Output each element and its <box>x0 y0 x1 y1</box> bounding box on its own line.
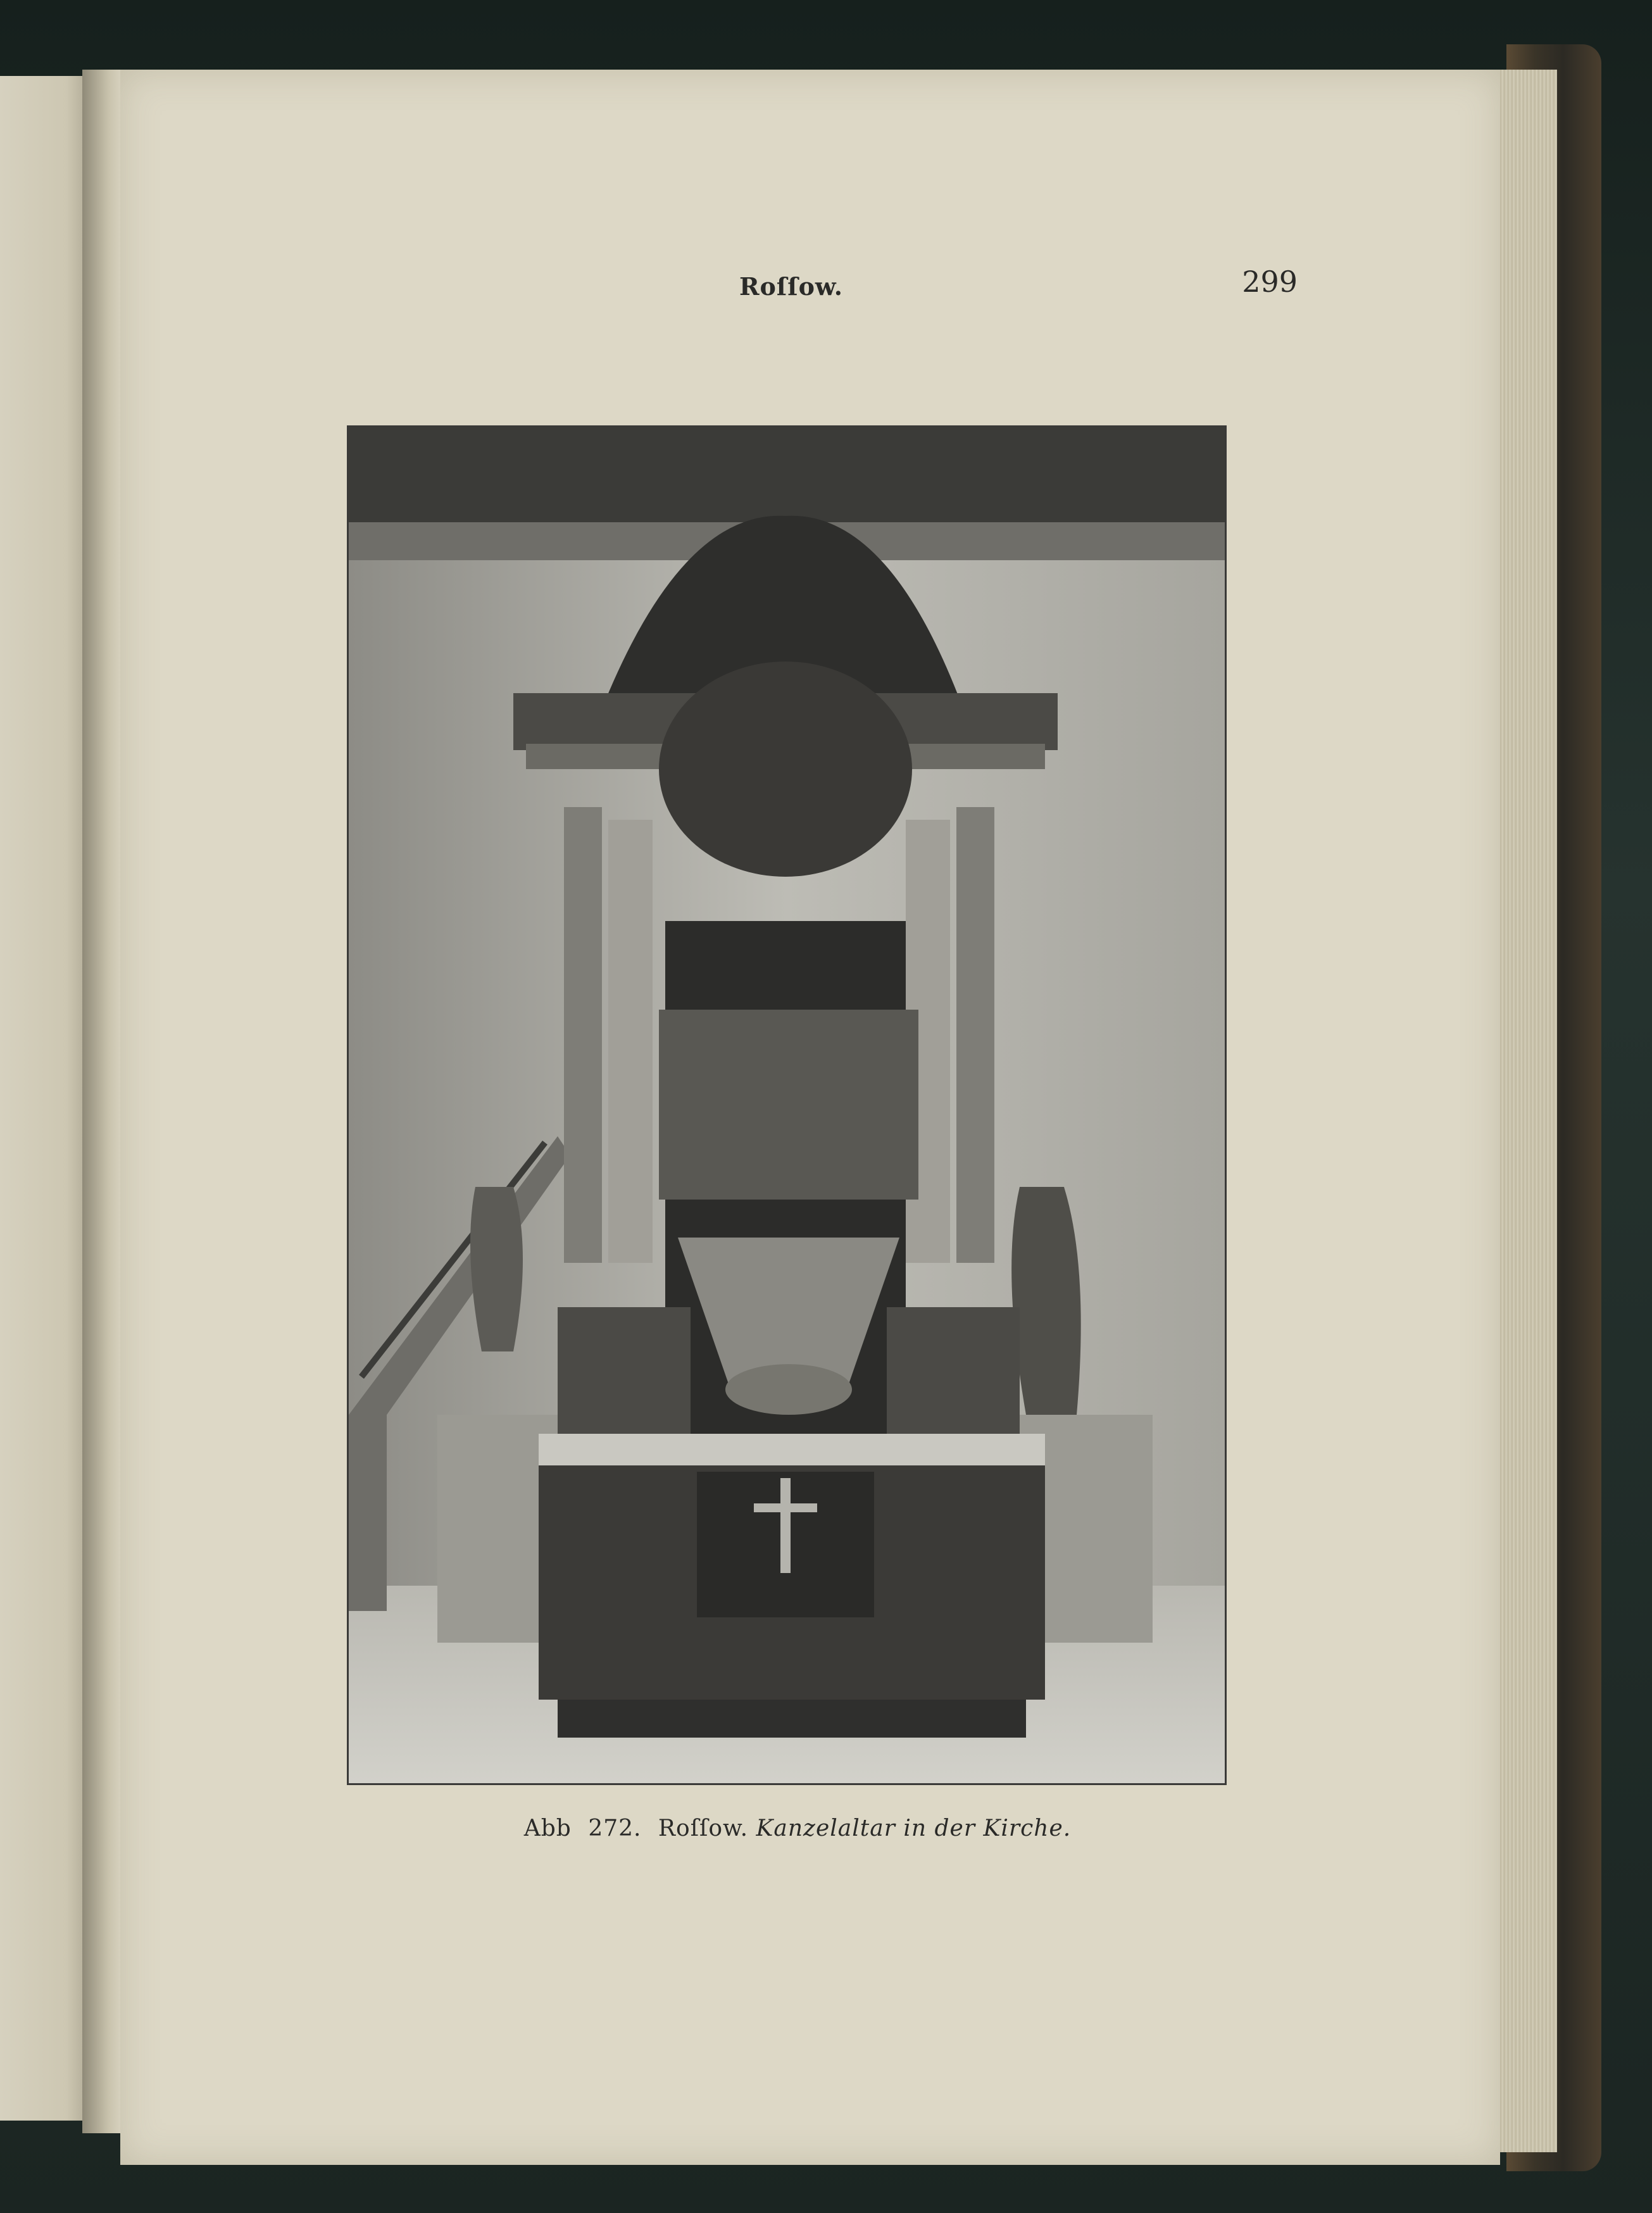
running-head: Roſſow. <box>739 272 844 301</box>
page-number: 299 <box>1242 265 1298 299</box>
left-page-edge <box>0 76 95 2121</box>
caption-abbr: Abb <box>523 1815 572 1841</box>
altar-photograph <box>347 425 1227 1785</box>
caption-text: Kanzelaltar in der Kirche. <box>756 1815 1072 1841</box>
caption-number: 272. <box>588 1815 642 1841</box>
caption-place: Roſſow. <box>658 1815 749 1841</box>
figure-caption <box>481 1815 1114 1841</box>
